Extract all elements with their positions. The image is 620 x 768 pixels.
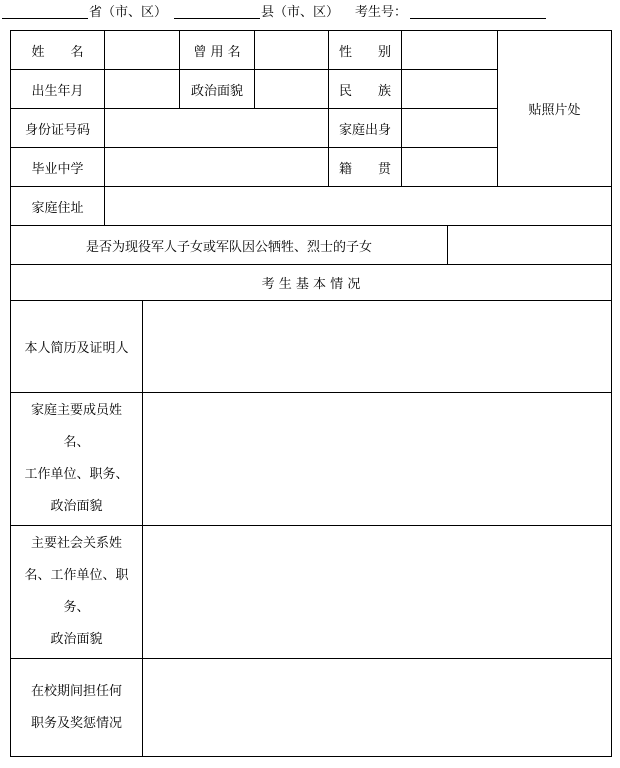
social-relations-field[interactable] [143,526,611,658]
school-duties-label [11,659,142,756]
family-members-label-line: 政治面貌 [50,499,103,514]
political-status-label: 政治面貌 [190,83,243,99]
section-title: 考 生 基 本 情 况 [261,277,361,292]
birth-date-field[interactable] [105,70,179,108]
military-family-question: 是否为现役军人子女或军队因公牺牲、烈士的子女 [85,239,372,255]
family-members-label-line: 名、 [63,435,90,450]
family-members-field[interactable] [143,393,611,525]
county-field[interactable] [174,18,260,19]
home-address-label: 家庭住址 [31,200,84,216]
exam-number-field[interactable] [410,18,546,19]
id-number-field[interactable] [105,109,328,147]
political-status-field[interactable] [255,70,328,108]
gender-field[interactable] [402,31,497,69]
form-header [0,4,620,24]
family-members-label [11,393,142,525]
graduated-school-field[interactable] [105,148,328,186]
name-field[interactable] [105,31,179,69]
family-members-label-line: 工作单位、职务、 [24,467,129,482]
exam-number-label: 考生号： [355,5,408,20]
school-duties-label-line: 职务及奖惩情况 [30,715,122,731]
social-relations-label-line: 政治面貌 [50,632,103,647]
county-suffix: 县（市、区） [261,5,340,20]
family-origin-label: 家庭出身 [338,122,391,138]
native-place-field[interactable] [402,148,497,186]
name-label: 姓 名 [31,44,84,60]
social-relations-label [11,526,142,658]
military-family-answer[interactable] [448,226,611,264]
former-name-field[interactable] [255,31,328,69]
social-relations-label-line: 务、 [63,600,90,615]
ethnicity-field[interactable] [402,70,497,108]
native-place-label: 籍 贯 [338,161,391,177]
home-address-field[interactable] [105,187,611,225]
birth-date-label: 出生年月 [31,83,84,99]
former-name-label: 曾 用 名 [193,44,241,60]
photo-placeholder[interactable]: 贴照片处 [528,103,581,118]
family-origin-field[interactable] [402,109,497,147]
province-field[interactable] [2,18,88,19]
id-number-label: 身份证号码 [24,122,90,138]
social-relations-label-line: 名、工作单位、职 [24,568,129,583]
gender-label: 性 别 [338,44,391,60]
registration-form [10,30,612,757]
school-duties-label-line: 在校期间担任何 [30,683,122,699]
ethnicity-label: 民 族 [338,83,391,99]
school-duties-field[interactable] [143,659,611,756]
graduated-school-label: 毕业中学 [31,161,84,177]
resume-field[interactable] [143,301,611,392]
family-members-label-line: 家庭主要成员姓 [30,403,122,418]
resume-label: 本人简历及证明人 [24,341,129,356]
province-suffix: 省（市、区） [89,5,168,20]
social-relations-label-line: 主要社会关系姓 [30,536,122,551]
